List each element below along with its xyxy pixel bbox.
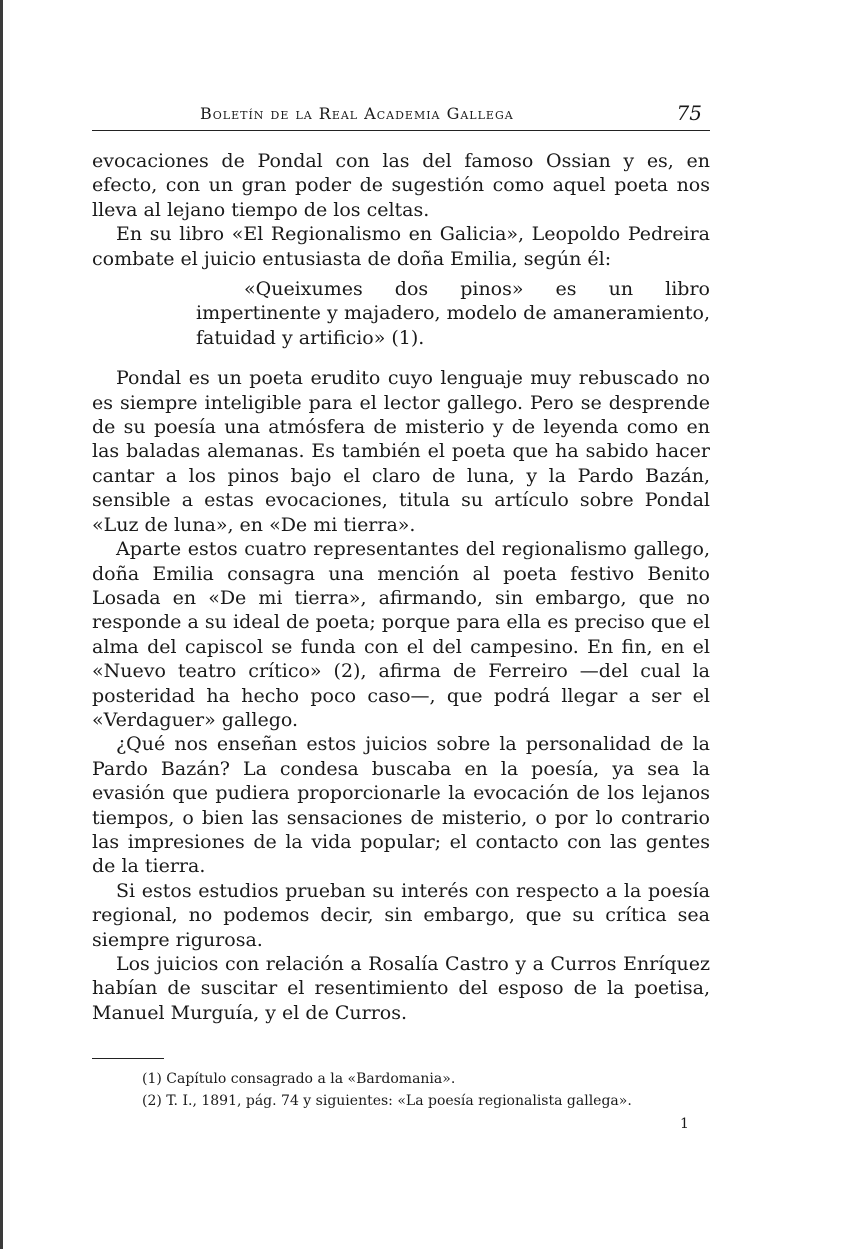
paragraph-6: Si estos estudios prueban su interés con respecto a la poesía regional, no podemos decir, sin embargo, que su crítica sea siempre rigurosa. <box>92 879 710 951</box>
page-number: 75 <box>676 101 702 125</box>
footnote-divider <box>92 1058 164 1059</box>
paragraph-7: Los juicios con relación a Rosalía Castro y a Curros Enríquez habían de suscitar el resentimiento del esposo de la poetisa, Manuel Murguía, y el de Curros. <box>92 953 710 1024</box>
footnote-2: (2) T. I., 1891, pág. 74 y siguientes: «La poesía regionalista gallega». <box>142 1093 632 1109</box>
paragraph-5: ¿Qué nos enseñan estos juicios sobre la personalidad de la Pardo Bazán? La condesa buscaba en la poesía, ya sea la evasión que pudiera proporcionarle la evocación de los lejanos tiempos, o bien las sensaciones de misterio, o por lo contrario las impresiones de la vida popular; el contacto con las gentes de la tierra. <box>92 733 710 878</box>
page-edge-shadow <box>0 0 3 1249</box>
running-header <box>92 101 710 131</box>
body-text <box>92 149 710 1025</box>
paragraph-3: Pondal es un poeta erudito cuyo lenguaje muy rebuscado no es siempre inteligible para el lector gallego. Pero se desprende de su poesía una atmósfera de misterio y de leyenda como en las baladas alemanas. Es también el poeta que ha sabido hacer cantar a los pinos bajo el claro de luna, y la Pardo Bazán, sensible a estas evocaciones, titula su artículo sobre Pondal «Luz de luna», en «De mi tierra». <box>92 367 710 536</box>
footnote-1: (1) Capítulo consagrado a la «Bardomania». <box>142 1071 456 1087</box>
paragraph-4: Aparte estos cuatro representantes del regionalismo gallego, doña Emilia consagra una mención al poeta festivo Benito Losada en «De mi tierra», afirmando, sin embargo, que no responde a su ideal de poeta; porque para ella es preciso que el alma del capiscol se funda con el del campesino. En fin, en el «Nuevo teatro crítico» (2), afirma de Ferreiro —del cual la posteridad ha hecho poco caso—, que podrá llegar a ser el «Verdaguer» gallego. <box>92 538 710 731</box>
footnotes <box>92 1068 710 1112</box>
printer-signature-mark: 1 <box>680 1116 689 1132</box>
paragraph-1: evocaciones de Pondal con las del famoso Ossian y es, en efecto, con un gran poder de sugestión como aquel poeta nos lleva al lejano tiempo de los celtas. <box>92 150 710 221</box>
paragraph-2: En su libro «El Regionalismo en Galicia», Leopoldo Pedreira combate el juicio entusiasta de doña Emilia, según él: <box>92 223 710 270</box>
block-quote: «Queixumes dos pinos» es un libro impertinente y majadero, modelo de amaneramiento, fatuidad y artificio» (1). <box>196 278 710 349</box>
journal-title: Boletín de la Real Academia Gallega <box>200 104 514 123</box>
